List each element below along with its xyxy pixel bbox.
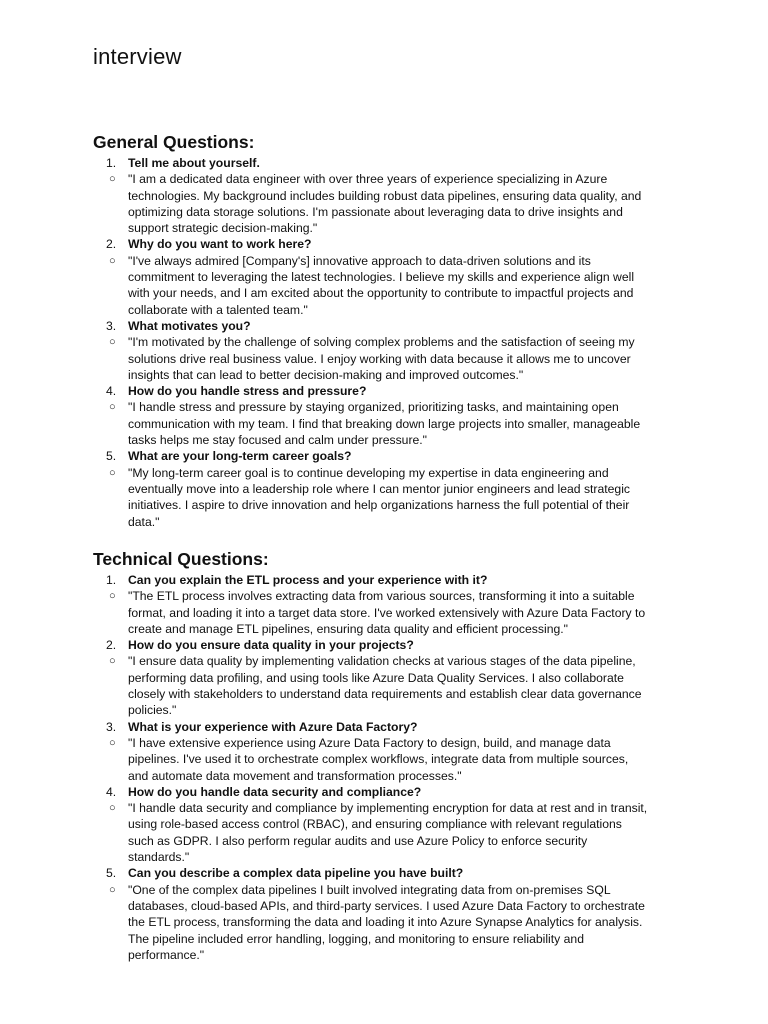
list-item <box>93 236 693 252</box>
list-item <box>93 318 693 334</box>
question-text: Why do you want to work here? <box>128 237 312 252</box>
circle-bullet-icon: ○ <box>109 655 116 668</box>
general-questions-section <box>93 131 693 530</box>
document-title: interview <box>93 44 182 69</box>
answer-item <box>93 653 648 718</box>
answer-text: "I ensure data quality by implementing validation checks at various stages of the data pipeline, performing data profiling, and using tools like Azure Data Quality Services. I also collaborate closely with stakeholders to understand data requirements and establish clear data governance policies." <box>128 654 642 718</box>
item-number: 5. <box>106 449 117 464</box>
section-heading: General Questions: <box>93 132 255 152</box>
answer-text: "My long-term career goal is to continue developing my expertise in data engineering and eventually move into a leadership role where I can mentor junior engineers and lead strategic initiatives. I aspire to drive innovation and help organizations harness the full potential of their data." <box>128 465 631 529</box>
question-list <box>93 155 693 530</box>
answer-text: "I handle stress and pressure by staying organized, prioritizing tasks, and maintaining open communication with my team. I find that breaking down large projects into smaller, manageable tasks helps me stay focused and calm under pressure." <box>128 400 641 448</box>
circle-bullet-icon: ○ <box>109 401 116 414</box>
list-item <box>93 784 693 800</box>
answer-item <box>93 334 648 383</box>
answer-text: "The ETL process involves extracting data from various sources, transforming it into a suitable format, and loading it into a target data store. I've worked extensively with Azure Data Factory to create and manage ETL pipelines, ensuring data quality and efficient processing." <box>128 589 646 636</box>
answer-item <box>93 465 648 530</box>
item-number: 4. <box>106 784 117 799</box>
item-number: 3. <box>106 318 117 333</box>
answer-item <box>93 735 648 784</box>
circle-bullet-icon: ○ <box>109 173 116 186</box>
list-item <box>93 572 693 588</box>
circle-bullet-icon: ○ <box>109 802 116 815</box>
item-number: 1. <box>106 156 117 170</box>
answer-item <box>93 399 648 448</box>
circle-bullet-icon: ○ <box>109 336 116 349</box>
circle-bullet-icon: ○ <box>109 466 116 479</box>
answer-text: "I've always admired [Company's] innovative approach to data-driven solutions and its commitment to leveraging the latest technologies. I believe my skills and experience align well with your needs, and I am excited about the opportunity to contribute to impactful projects and collaborate with a talented team." <box>128 253 635 317</box>
list-item <box>93 155 693 171</box>
circle-bullet-icon: ○ <box>109 736 116 749</box>
list-item <box>93 637 693 653</box>
circle-bullet-icon: ○ <box>109 254 116 267</box>
question-text: How do you handle data security and compliance? <box>128 784 422 799</box>
list-item <box>93 383 693 399</box>
answer-item <box>93 253 648 318</box>
item-number: 3. <box>106 719 117 734</box>
question-text: How do you handle stress and pressure? <box>128 384 367 399</box>
answer-item <box>93 882 648 963</box>
item-number: 2. <box>106 237 117 252</box>
answer-item <box>93 800 648 865</box>
section-heading: Technical Questions: <box>93 549 269 569</box>
question-text: How do you ensure data quality in your projects? <box>128 638 414 653</box>
list-item <box>93 448 693 464</box>
question-text: Tell me about yourself. <box>128 156 260 170</box>
question-text: What are your long-term career goals? <box>128 449 352 464</box>
answer-text: "One of the complex data pipelines I built involved integrating data from on-premises SQL databases, cloud-based APIs, and third-party services. I used Azure Data Factory to orchestrate the ETL process, transforming the data and loading it into Azure Synapse Analytics for analysis. The pipeline included error handling, logging, and monitoring to ensure reliability and performance." <box>128 882 645 962</box>
item-number: 2. <box>106 638 117 653</box>
question-text: What motivates you? <box>128 318 251 333</box>
item-number: 4. <box>106 384 117 399</box>
list-item <box>93 719 693 735</box>
circle-bullet-icon: ○ <box>109 590 116 603</box>
question-text: Can you describe a complex data pipeline you have built? <box>128 866 464 881</box>
item-number: 1. <box>106 573 117 587</box>
question-list <box>93 572 693 963</box>
circle-bullet-icon: ○ <box>109 883 116 896</box>
answer-text: "I am a dedicated data engineer with over three years of experience specializing in Azure technologies. My background includes building robust data pipelines, ensuring data quality, and optimizing data storage solutions. I'm passionate about leveraging data to drive insights and support strategic decision-making." <box>128 172 642 236</box>
list-item <box>93 865 693 881</box>
question-text: Can you explain the ETL process and your experience with it? <box>128 573 488 587</box>
answer-text: "I have extensive experience using Azure Data Factory to design, build, and manage data pipelines. I've used it to orchestrate complex workflows, integrate data from multiple sources, and automate data movement and transformation processes." <box>128 735 629 783</box>
question-text: What is your experience with Azure Data Factory? <box>128 719 418 734</box>
answer-text: "I handle data security and compliance by implementing encryption for data at rest and in transit, using role-based access control (RBAC), and ensuring compliance with relevant regulations such as GDPR. I also perform regular audits and use Azure Policy to enforce security standards." <box>128 801 648 865</box>
technical-questions-section <box>93 548 693 963</box>
answer-item <box>93 171 648 236</box>
item-number: 5. <box>106 866 117 881</box>
answer-text: "I'm motivated by the challenge of solving complex problems and the satisfaction of seeing my solutions drive real business value. I enjoy working with data because it allows me to uncover insights that can lead to better decision-making and improved outcomes." <box>128 335 635 382</box>
answer-item <box>93 588 648 637</box>
